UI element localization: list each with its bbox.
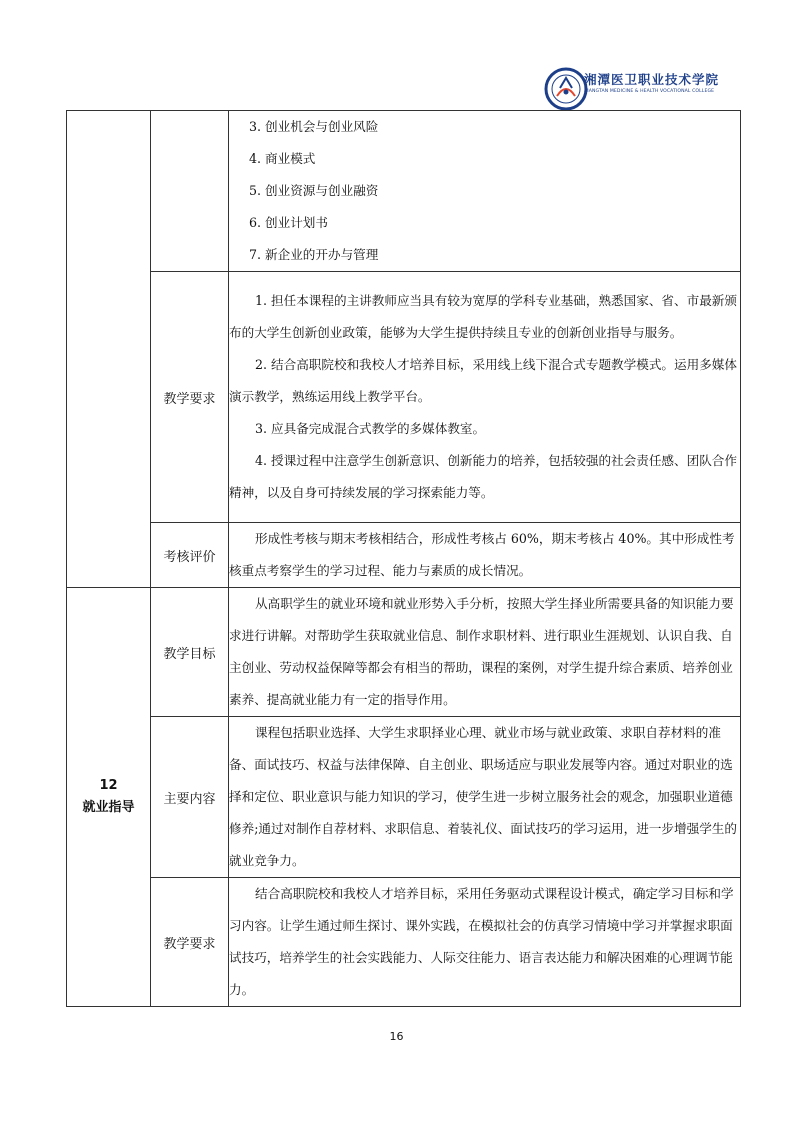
requirements-text: 结合高职院校和我校人才培养目标，采用任务驱动式课程设计模式，确定学习目标和学习内容。让学生通过师生探讨、课外实践，在模拟社会的仿真学习情境中学习并掌握求职面试技巧，培养学生的社会实践能力、人际交往能力、语言表达能力和解决困难的心理调节能力。 bbox=[229, 886, 734, 997]
table-row bbox=[67, 717, 741, 878]
table-row bbox=[67, 878, 741, 1007]
list-item: 3. 创业机会与创业风险 bbox=[249, 119, 379, 134]
goal-cell bbox=[229, 588, 741, 717]
logo-name-cn: 湘潭医卫职业技术学院 bbox=[584, 72, 720, 87]
requirement-item: 3. 应具备完成混合式教学的多媒体教室。 bbox=[255, 421, 486, 436]
requirements-cell bbox=[229, 878, 741, 1007]
requirement-item: 2. 结合高职院校和我校人才培养目标，采用线上线下混合式专题教学模式。运用多媒体演示教学，熟练运用线上教学平台。 bbox=[229, 357, 737, 404]
requirement-item: 1. 担任本课程的主讲教师应当具有较为宽厚的学科专业基础，熟悉国家、省、市最新颁布的大学生创新创业政策，能够为大学生提供持续且专业的创新创业指导与服务。 bbox=[229, 293, 737, 340]
course-name-cell bbox=[67, 588, 151, 1007]
main-content-cell bbox=[229, 717, 741, 878]
prev-content-label-cell bbox=[151, 111, 229, 272]
requirement-item: 4. 授课过程中注意学生创新意识、创新能力的培养，包括较强的社会责任感、团队合作精神，以及自身可持续发展的学习探索能力等。 bbox=[229, 453, 737, 500]
goal-text: 从高职学生的就业环境和就业形势入手分析，按照大学生择业所需要具备的知识能力要求进行讲解。对帮助学生获取就业信息、制作求职材料、进行职业生涯规划、认识自我、自主创业、劳动权益保障等都会有相当的帮助，课程的案例，对学生提升综合素质、培养创业素养、提高就业能力有一定的指导作用。 bbox=[229, 596, 734, 707]
table-row bbox=[67, 523, 741, 588]
row-label: 教学要求 bbox=[151, 272, 229, 523]
logo-name-en: XIANGTAN MEDICINE & HEALTH VOCATIONAL COLLEGE bbox=[584, 89, 715, 94]
prev-content-cell bbox=[229, 111, 741, 272]
prev-course-cell bbox=[67, 111, 151, 588]
evaluation-text: 形成性考核与期末考核相结合，形成性考核占 60%，期末考核占 40%。其中形成性考核重点考察学生的学习过程、能力与素质的成长情况。 bbox=[229, 531, 735, 578]
list-item: 4. 商业模式 bbox=[249, 151, 316, 166]
table-row bbox=[67, 272, 741, 523]
list-item: 5. 创业资源与创业融资 bbox=[249, 183, 379, 198]
prev-requirements-cell bbox=[229, 272, 741, 523]
table-row bbox=[67, 588, 741, 717]
college-logo-text bbox=[584, 72, 744, 96]
table-row bbox=[67, 111, 741, 272]
list-item: 7. 新企业的开办与管理 bbox=[249, 247, 379, 262]
course-name: 就业指导 bbox=[82, 800, 135, 815]
row-label: 考核评价 bbox=[151, 523, 229, 588]
curriculum-table bbox=[66, 110, 741, 1007]
row-label: 教学要求 bbox=[151, 878, 229, 1007]
row-label: 主要内容 bbox=[151, 717, 229, 878]
course-number: 12 bbox=[99, 778, 118, 793]
main-content-text: 课程包括职业选择、大学生求职择业心理、就业市场与就业政策、求职自荐材料的准备、面试技巧、权益与法律保障、自主创业、职场适应与职业发展等内容。通过对职业的选择和定位、职业意识与能力知识的学习，使学生进一步树立服务社会的观念，加强职业道德修养;通过对制作自荐材料、求职信息、着装礼仪、面试技巧的学习运用，进一步增强学生的就业竞争力。 bbox=[229, 725, 737, 868]
prev-evaluation-cell bbox=[229, 523, 741, 588]
row-label: 教学目标 bbox=[151, 588, 229, 717]
page-number: 16 bbox=[389, 1030, 404, 1043]
list-item: 6. 创业计划书 bbox=[249, 215, 328, 230]
